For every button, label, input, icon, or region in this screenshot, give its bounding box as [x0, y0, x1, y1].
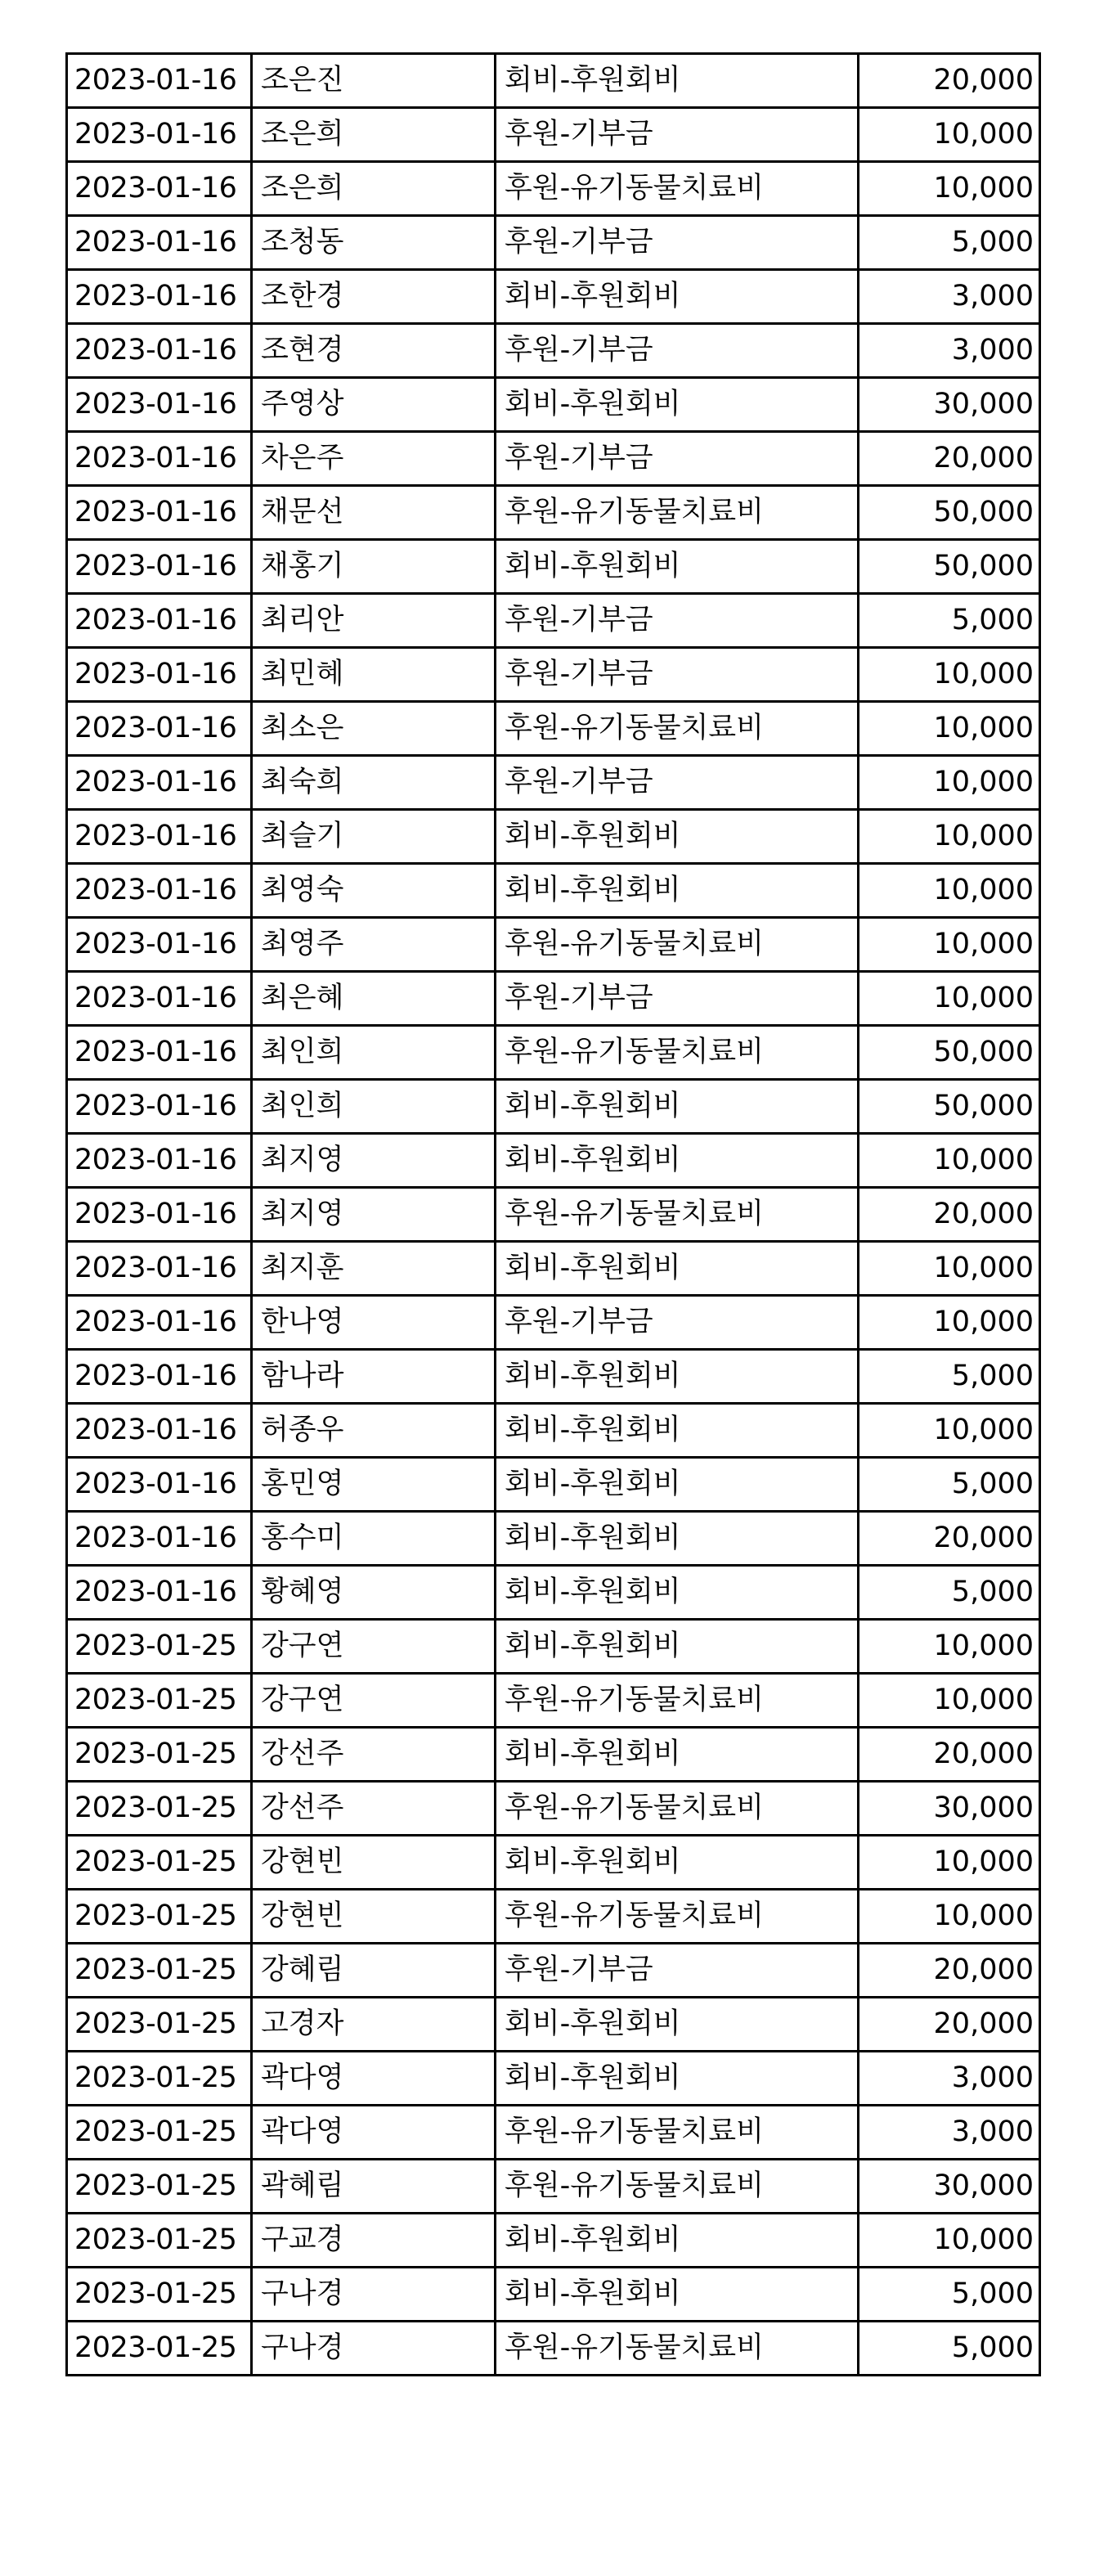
category-cell: 후원-기부금	[496, 1296, 859, 1350]
date-cell: 2023-01-16	[67, 594, 252, 648]
table-row	[67, 1134, 1040, 1188]
name-cell: 최영숙	[252, 864, 496, 918]
name-cell: 곽혜림	[252, 2160, 496, 2214]
category-cell: 후원-유기동물치료비	[496, 1026, 859, 1080]
table-row	[67, 1512, 1040, 1566]
table-row	[67, 1350, 1040, 1404]
date-cell: 2023-01-16	[67, 1080, 252, 1134]
table-row	[67, 1782, 1040, 1836]
amount-cell: 5,000	[859, 2268, 1040, 2322]
date-cell: 2023-01-16	[67, 864, 252, 918]
table-row	[67, 756, 1040, 810]
table-row	[67, 1404, 1040, 1458]
category-cell: 회비-후원회비	[496, 378, 859, 432]
amount-cell: 20,000	[859, 1728, 1040, 1782]
amount-cell: 10,000	[859, 1836, 1040, 1890]
table-row	[67, 1944, 1040, 1998]
amount-cell: 5,000	[859, 1566, 1040, 1620]
name-cell: 조은진	[252, 54, 496, 108]
amount-cell: 10,000	[859, 756, 1040, 810]
date-cell: 2023-01-16	[67, 378, 252, 432]
date-cell: 2023-01-25	[67, 1782, 252, 1836]
date-cell: 2023-01-16	[67, 648, 252, 702]
date-cell: 2023-01-16	[67, 1512, 252, 1566]
amount-cell: 3,000	[859, 2106, 1040, 2160]
category-cell: 회비-후원회비	[496, 1242, 859, 1296]
date-cell: 2023-01-16	[67, 1296, 252, 1350]
table-row	[67, 378, 1040, 432]
name-cell: 조한경	[252, 270, 496, 324]
amount-cell: 3,000	[859, 270, 1040, 324]
table-row	[67, 648, 1040, 702]
name-cell: 강선주	[252, 1782, 496, 1836]
amount-cell: 5,000	[859, 1458, 1040, 1512]
table-row	[67, 918, 1040, 972]
amount-cell: 30,000	[859, 1782, 1040, 1836]
date-cell: 2023-01-16	[67, 216, 252, 270]
category-cell: 후원-기부금	[496, 324, 859, 378]
date-cell: 2023-01-16	[67, 324, 252, 378]
name-cell: 채홍기	[252, 540, 496, 594]
category-cell: 후원-유기동물치료비	[496, 2322, 859, 2376]
date-cell: 2023-01-16	[67, 162, 252, 216]
amount-cell: 20,000	[859, 1944, 1040, 1998]
table-row	[67, 1620, 1040, 1674]
category-cell: 회비-후원회비	[496, 54, 859, 108]
category-cell: 회비-후원회비	[496, 1458, 859, 1512]
amount-cell: 30,000	[859, 2160, 1040, 2214]
name-cell: 최인희	[252, 1080, 496, 1134]
name-cell: 조은희	[252, 108, 496, 162]
name-cell: 최소은	[252, 702, 496, 756]
amount-cell: 50,000	[859, 540, 1040, 594]
name-cell: 강구연	[252, 1674, 496, 1728]
table-row	[67, 486, 1040, 540]
amount-cell: 10,000	[859, 162, 1040, 216]
table-row	[67, 1080, 1040, 1134]
category-cell: 후원-기부금	[496, 108, 859, 162]
table-row	[67, 324, 1040, 378]
name-cell: 구교경	[252, 2214, 496, 2268]
name-cell: 곽다영	[252, 2052, 496, 2106]
name-cell: 한나영	[252, 1296, 496, 1350]
table-row	[67, 1566, 1040, 1620]
category-cell: 회비-후원회비	[496, 1728, 859, 1782]
name-cell: 최영주	[252, 918, 496, 972]
table-row	[67, 810, 1040, 864]
amount-cell: 50,000	[859, 1026, 1040, 1080]
date-cell: 2023-01-25	[67, 1944, 252, 1998]
table-row	[67, 702, 1040, 756]
name-cell: 강혜림	[252, 1944, 496, 1998]
name-cell: 조현경	[252, 324, 496, 378]
table-row	[67, 972, 1040, 1026]
table-row	[67, 1188, 1040, 1242]
date-cell: 2023-01-25	[67, 1674, 252, 1728]
table-row	[67, 108, 1040, 162]
category-cell: 후원-유기동물치료비	[496, 1188, 859, 1242]
name-cell: 최숙희	[252, 756, 496, 810]
category-cell: 회비-후원회비	[496, 1134, 859, 1188]
name-cell: 강현빈	[252, 1836, 496, 1890]
date-cell: 2023-01-16	[67, 1350, 252, 1404]
date-cell: 2023-01-16	[67, 486, 252, 540]
category-cell: 후원-유기동물치료비	[496, 2106, 859, 2160]
category-cell: 후원-기부금	[496, 648, 859, 702]
category-cell: 후원-기부금	[496, 972, 859, 1026]
amount-cell: 20,000	[859, 1512, 1040, 1566]
date-cell: 2023-01-16	[67, 54, 252, 108]
table-row	[67, 54, 1040, 108]
donation-ledger-table	[65, 52, 1041, 2376]
amount-cell: 10,000	[859, 702, 1040, 756]
amount-cell: 10,000	[859, 810, 1040, 864]
name-cell: 황혜영	[252, 1566, 496, 1620]
table-row	[67, 2268, 1040, 2322]
date-cell: 2023-01-16	[67, 1134, 252, 1188]
table-row	[67, 270, 1040, 324]
name-cell: 강선주	[252, 1728, 496, 1782]
table-row	[67, 1296, 1040, 1350]
amount-cell: 5,000	[859, 594, 1040, 648]
ledger-body	[67, 54, 1040, 2376]
date-cell: 2023-01-16	[67, 1026, 252, 1080]
category-cell: 회비-후원회비	[496, 2214, 859, 2268]
amount-cell: 10,000	[859, 1296, 1040, 1350]
category-cell: 회비-후원회비	[496, 1998, 859, 2052]
date-cell: 2023-01-16	[67, 756, 252, 810]
date-cell: 2023-01-16	[67, 108, 252, 162]
table-row	[67, 2214, 1040, 2268]
amount-cell: 50,000	[859, 486, 1040, 540]
date-cell: 2023-01-25	[67, 2052, 252, 2106]
name-cell: 주영상	[252, 378, 496, 432]
name-cell: 고경자	[252, 1998, 496, 2052]
name-cell: 조은희	[252, 162, 496, 216]
amount-cell: 10,000	[859, 1674, 1040, 1728]
date-cell: 2023-01-25	[67, 2214, 252, 2268]
name-cell: 구나경	[252, 2268, 496, 2322]
amount-cell: 20,000	[859, 432, 1040, 486]
category-cell: 후원-유기동물치료비	[496, 486, 859, 540]
table-row	[67, 2322, 1040, 2376]
amount-cell: 30,000	[859, 378, 1040, 432]
name-cell: 최은혜	[252, 972, 496, 1026]
date-cell: 2023-01-16	[67, 1458, 252, 1512]
amount-cell: 10,000	[859, 864, 1040, 918]
amount-cell: 50,000	[859, 1080, 1040, 1134]
amount-cell: 10,000	[859, 918, 1040, 972]
category-cell: 후원-유기동물치료비	[496, 1890, 859, 1944]
date-cell: 2023-01-25	[67, 2160, 252, 2214]
table-row	[67, 540, 1040, 594]
category-cell: 후원-유기동물치료비	[496, 1674, 859, 1728]
name-cell: 강구연	[252, 1620, 496, 1674]
date-cell: 2023-01-16	[67, 972, 252, 1026]
category-cell: 회비-후원회비	[496, 1566, 859, 1620]
amount-cell: 10,000	[859, 972, 1040, 1026]
table-row	[67, 1890, 1040, 1944]
date-cell: 2023-01-16	[67, 270, 252, 324]
amount-cell: 5,000	[859, 2322, 1040, 2376]
date-cell: 2023-01-25	[67, 1998, 252, 2052]
date-cell: 2023-01-16	[67, 540, 252, 594]
table-row	[67, 2106, 1040, 2160]
name-cell: 최인희	[252, 1026, 496, 1080]
name-cell: 최민혜	[252, 648, 496, 702]
category-cell: 회비-후원회비	[496, 810, 859, 864]
date-cell: 2023-01-16	[67, 810, 252, 864]
table-row	[67, 1728, 1040, 1782]
category-cell: 후원-유기동물치료비	[496, 2160, 859, 2214]
date-cell: 2023-01-16	[67, 1242, 252, 1296]
name-cell: 허종우	[252, 1404, 496, 1458]
name-cell: 최지영	[252, 1188, 496, 1242]
category-cell: 회비-후원회비	[496, 2052, 859, 2106]
name-cell: 최지영	[252, 1134, 496, 1188]
category-cell: 후원-유기동물치료비	[496, 702, 859, 756]
name-cell: 조청동	[252, 216, 496, 270]
date-cell: 2023-01-16	[67, 702, 252, 756]
date-cell: 2023-01-16	[67, 918, 252, 972]
category-cell: 회비-후원회비	[496, 1404, 859, 1458]
amount-cell: 20,000	[859, 54, 1040, 108]
name-cell: 구나경	[252, 2322, 496, 2376]
name-cell: 홍민영	[252, 1458, 496, 1512]
date-cell: 2023-01-25	[67, 2106, 252, 2160]
amount-cell: 10,000	[859, 648, 1040, 702]
category-cell: 후원-유기동물치료비	[496, 1782, 859, 1836]
amount-cell: 10,000	[859, 1134, 1040, 1188]
category-cell: 회비-후원회비	[496, 2268, 859, 2322]
category-cell: 후원-기부금	[496, 1944, 859, 1998]
category-cell: 후원-기부금	[496, 216, 859, 270]
name-cell: 최슬기	[252, 810, 496, 864]
category-cell: 회비-후원회비	[496, 1512, 859, 1566]
category-cell: 회비-후원회비	[496, 864, 859, 918]
table-row	[67, 1836, 1040, 1890]
date-cell: 2023-01-25	[67, 1836, 252, 1890]
name-cell: 차은주	[252, 432, 496, 486]
name-cell: 곽다영	[252, 2106, 496, 2160]
category-cell: 후원-기부금	[496, 594, 859, 648]
name-cell: 강현빈	[252, 1890, 496, 1944]
amount-cell: 10,000	[859, 1620, 1040, 1674]
name-cell: 최리안	[252, 594, 496, 648]
amount-cell: 10,000	[859, 1242, 1040, 1296]
amount-cell: 10,000	[859, 1890, 1040, 1944]
category-cell: 회비-후원회비	[496, 1350, 859, 1404]
table-row	[67, 1998, 1040, 2052]
date-cell: 2023-01-25	[67, 1620, 252, 1674]
category-cell: 회비-후원회비	[496, 1080, 859, 1134]
date-cell: 2023-01-16	[67, 1404, 252, 1458]
table-row	[67, 1242, 1040, 1296]
amount-cell: 20,000	[859, 1998, 1040, 2052]
amount-cell: 5,000	[859, 216, 1040, 270]
date-cell: 2023-01-25	[67, 2322, 252, 2376]
table-row	[67, 864, 1040, 918]
table-row	[67, 594, 1040, 648]
category-cell: 후원-유기동물치료비	[496, 918, 859, 972]
amount-cell: 3,000	[859, 2052, 1040, 2106]
category-cell: 회비-후원회비	[496, 540, 859, 594]
category-cell: 회비-후원회비	[496, 270, 859, 324]
name-cell: 함나라	[252, 1350, 496, 1404]
category-cell: 후원-유기동물치료비	[496, 162, 859, 216]
table-row	[67, 2052, 1040, 2106]
date-cell: 2023-01-25	[67, 1890, 252, 1944]
amount-cell: 5,000	[859, 1350, 1040, 1404]
table-row	[67, 1026, 1040, 1080]
table-row	[67, 2160, 1040, 2214]
category-cell: 회비-후원회비	[496, 1836, 859, 1890]
name-cell: 채문선	[252, 486, 496, 540]
amount-cell: 10,000	[859, 108, 1040, 162]
category-cell: 후원-기부금	[496, 756, 859, 810]
table-row	[67, 432, 1040, 486]
date-cell: 2023-01-25	[67, 1728, 252, 1782]
table-row	[67, 1674, 1040, 1728]
date-cell: 2023-01-25	[67, 2268, 252, 2322]
amount-cell: 20,000	[859, 1188, 1040, 1242]
amount-cell: 10,000	[859, 1404, 1040, 1458]
category-cell: 후원-기부금	[496, 432, 859, 486]
amount-cell: 10,000	[859, 2214, 1040, 2268]
name-cell: 홍수미	[252, 1512, 496, 1566]
date-cell: 2023-01-16	[67, 432, 252, 486]
table-row	[67, 162, 1040, 216]
amount-cell: 3,000	[859, 324, 1040, 378]
table-row	[67, 1458, 1040, 1512]
date-cell: 2023-01-16	[67, 1188, 252, 1242]
table-row	[67, 216, 1040, 270]
category-cell: 회비-후원회비	[496, 1620, 859, 1674]
date-cell: 2023-01-16	[67, 1566, 252, 1620]
name-cell: 최지훈	[252, 1242, 496, 1296]
